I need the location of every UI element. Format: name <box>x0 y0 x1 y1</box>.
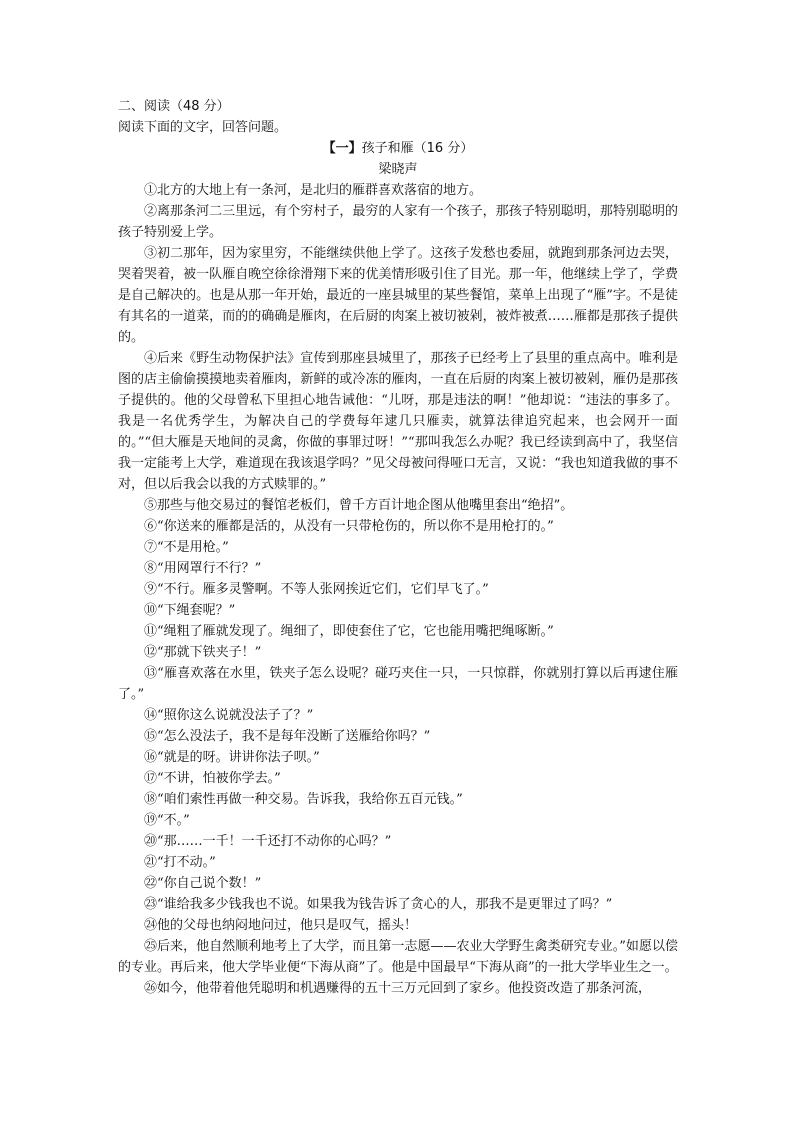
paragraph-19: ⑲“不。” <box>144 813 190 828</box>
paragraph-23: ㉓“谁给我多少钱我也不说。如果我为钱告诉了贪心的人，那我不是更罪过了吗？” <box>144 897 613 912</box>
article-title-bracket: 【一】 <box>322 141 362 156</box>
article-author: 梁晓声 <box>378 162 418 177</box>
paragraph-25: ㉕后来，他自然顺利地考上了大学，而且第一志愿——农业大学野生禽类研究专业。”如愿以偿的专业。再后来，他大学毕业便“下海从商”了。他是中国最早“下海从商”的一批大学毕业生之一。 <box>118 939 678 975</box>
paragraph-24: ㉔他的父母也纳闷地问过，他只是叹气，摇头！ <box>144 918 418 933</box>
section-instruction: 阅读下面的文字，回答问题。 <box>118 120 288 135</box>
article-title-text: 孩子和雁（16 分） <box>361 141 474 156</box>
article-title <box>118 138 678 159</box>
paragraph-2: ②离那条河二三里远，有个穷村子，最穷的人家有一个孩子，那孩子特别聪明，那特别聪明的孩子特别爱上学。 <box>118 204 678 240</box>
paragraph-10: ⑩“下绳套呢？” <box>144 603 236 618</box>
paragraph-3: ③初二那年，因为家里穷，不能继续供他上学了。这孩子发愁也委屈，就跑到那条河边去哭，哭着哭着，被一队雁自晚空徐徐滑翔下来的优美情形吸引住了目光。那一年，他继续上学了，学费是自己解决的。也是从那一年开始，最近的一座县城里的某些餐馆，菜单上出现了“雁”字。不是徒有其名的一道菜，而的的确确是雁肉，在后厨的肉案上被切被剁，被炸被煮……雁都是那孩子提供的。 <box>118 246 678 345</box>
paragraph-14: ⑭“照你这么说就没法子了？” <box>144 708 314 723</box>
paragraph-11: ⑪“绳粗了雁就发现了。绳细了，即使套住了它，它也能用嘴把绳啄断。” <box>144 624 554 639</box>
paragraph-8: ⑧“用网罩行不行？” <box>144 561 262 576</box>
paragraph-12: ⑫“那就下铁夹子！” <box>144 645 262 660</box>
paragraph-5: ⑤那些与他交易过的餐馆老板们，曾千方百计地企图从他嘴里套出“绝招”。 <box>144 498 574 513</box>
paragraph-4: ④后来《野生动物保护法》宣传到那座县城里了，那孩子已经考上了县里的重点高中。唯利是图的店主偷偷摸摸地卖着雁肉，新鲜的或冷冻的雁肉，一直在后厨的肉案上被切被剁，雁仍是那孩子提供的。他的父母曾私下里担心地告诫他：“儿呀，那是违法的啊！”他却说：“违法的事多了。我是一名优秀学生，为解决自己的学费每年逮几只雁卖，就算法律追究起来，也会网开一面的。”“但大雁是天地间的灵禽，你做的事罪过呀！”“那叫我怎么办呢？我已经读到高中了，我坚信我一定能考上大学，难道现在我该退学吗？”见父母被问得哑口无言，又说：“我也知道我做的事不对，但以后我会以我的方式赎罪的。” <box>118 351 678 492</box>
paragraph-15: ⑮“怎么没法子，我不是每年没断了送雁给你吗？” <box>144 729 431 744</box>
paragraph-17: ⑰“不讲，怕被你学去。” <box>144 771 281 786</box>
document-page <box>118 96 678 999</box>
paragraph-7: ⑦“不是用枪。” <box>144 540 229 555</box>
paragraph-22: ㉒“你自己说个数！” <box>144 876 262 891</box>
paragraph-26: ㉖如今，他带着他凭聪明和机遇赚得的五十三万元回到了家乡。他投资改造了那条河流， <box>144 981 652 996</box>
paragraph-13: ⑬“雁喜欢落在水里，铁夹子怎么设呢？碰巧夹住一只，一只惊群，你就别打算以后再逮住雁了。” <box>118 666 678 702</box>
paragraph-9: ⑨“不行。雁多灵警啊。不等人张网挨近它们，它们早飞了。” <box>144 582 489 597</box>
paragraph-20: ⑳“那……一千！一千还打不动你的心吗？” <box>144 834 392 849</box>
section-heading: 二、阅读（48 分） <box>118 99 230 114</box>
paragraph-6: ⑥“你送来的雁都是活的，从没有一只带枪伤的，所以你不是用枪打的。” <box>144 519 554 534</box>
paragraph-1: ①北方的大地上有一条河，是北归的雁群喜欢落宿的地方。 <box>144 183 483 198</box>
paragraph-21: ㉑“打不动。” <box>144 855 216 870</box>
paragraph-16: ⑯“就是的呀。讲讲你法子呗。” <box>144 750 320 765</box>
paragraph-18: ⑱“咱们索性再做一种交易。告诉我，我给你五百元钱。” <box>144 792 463 807</box>
